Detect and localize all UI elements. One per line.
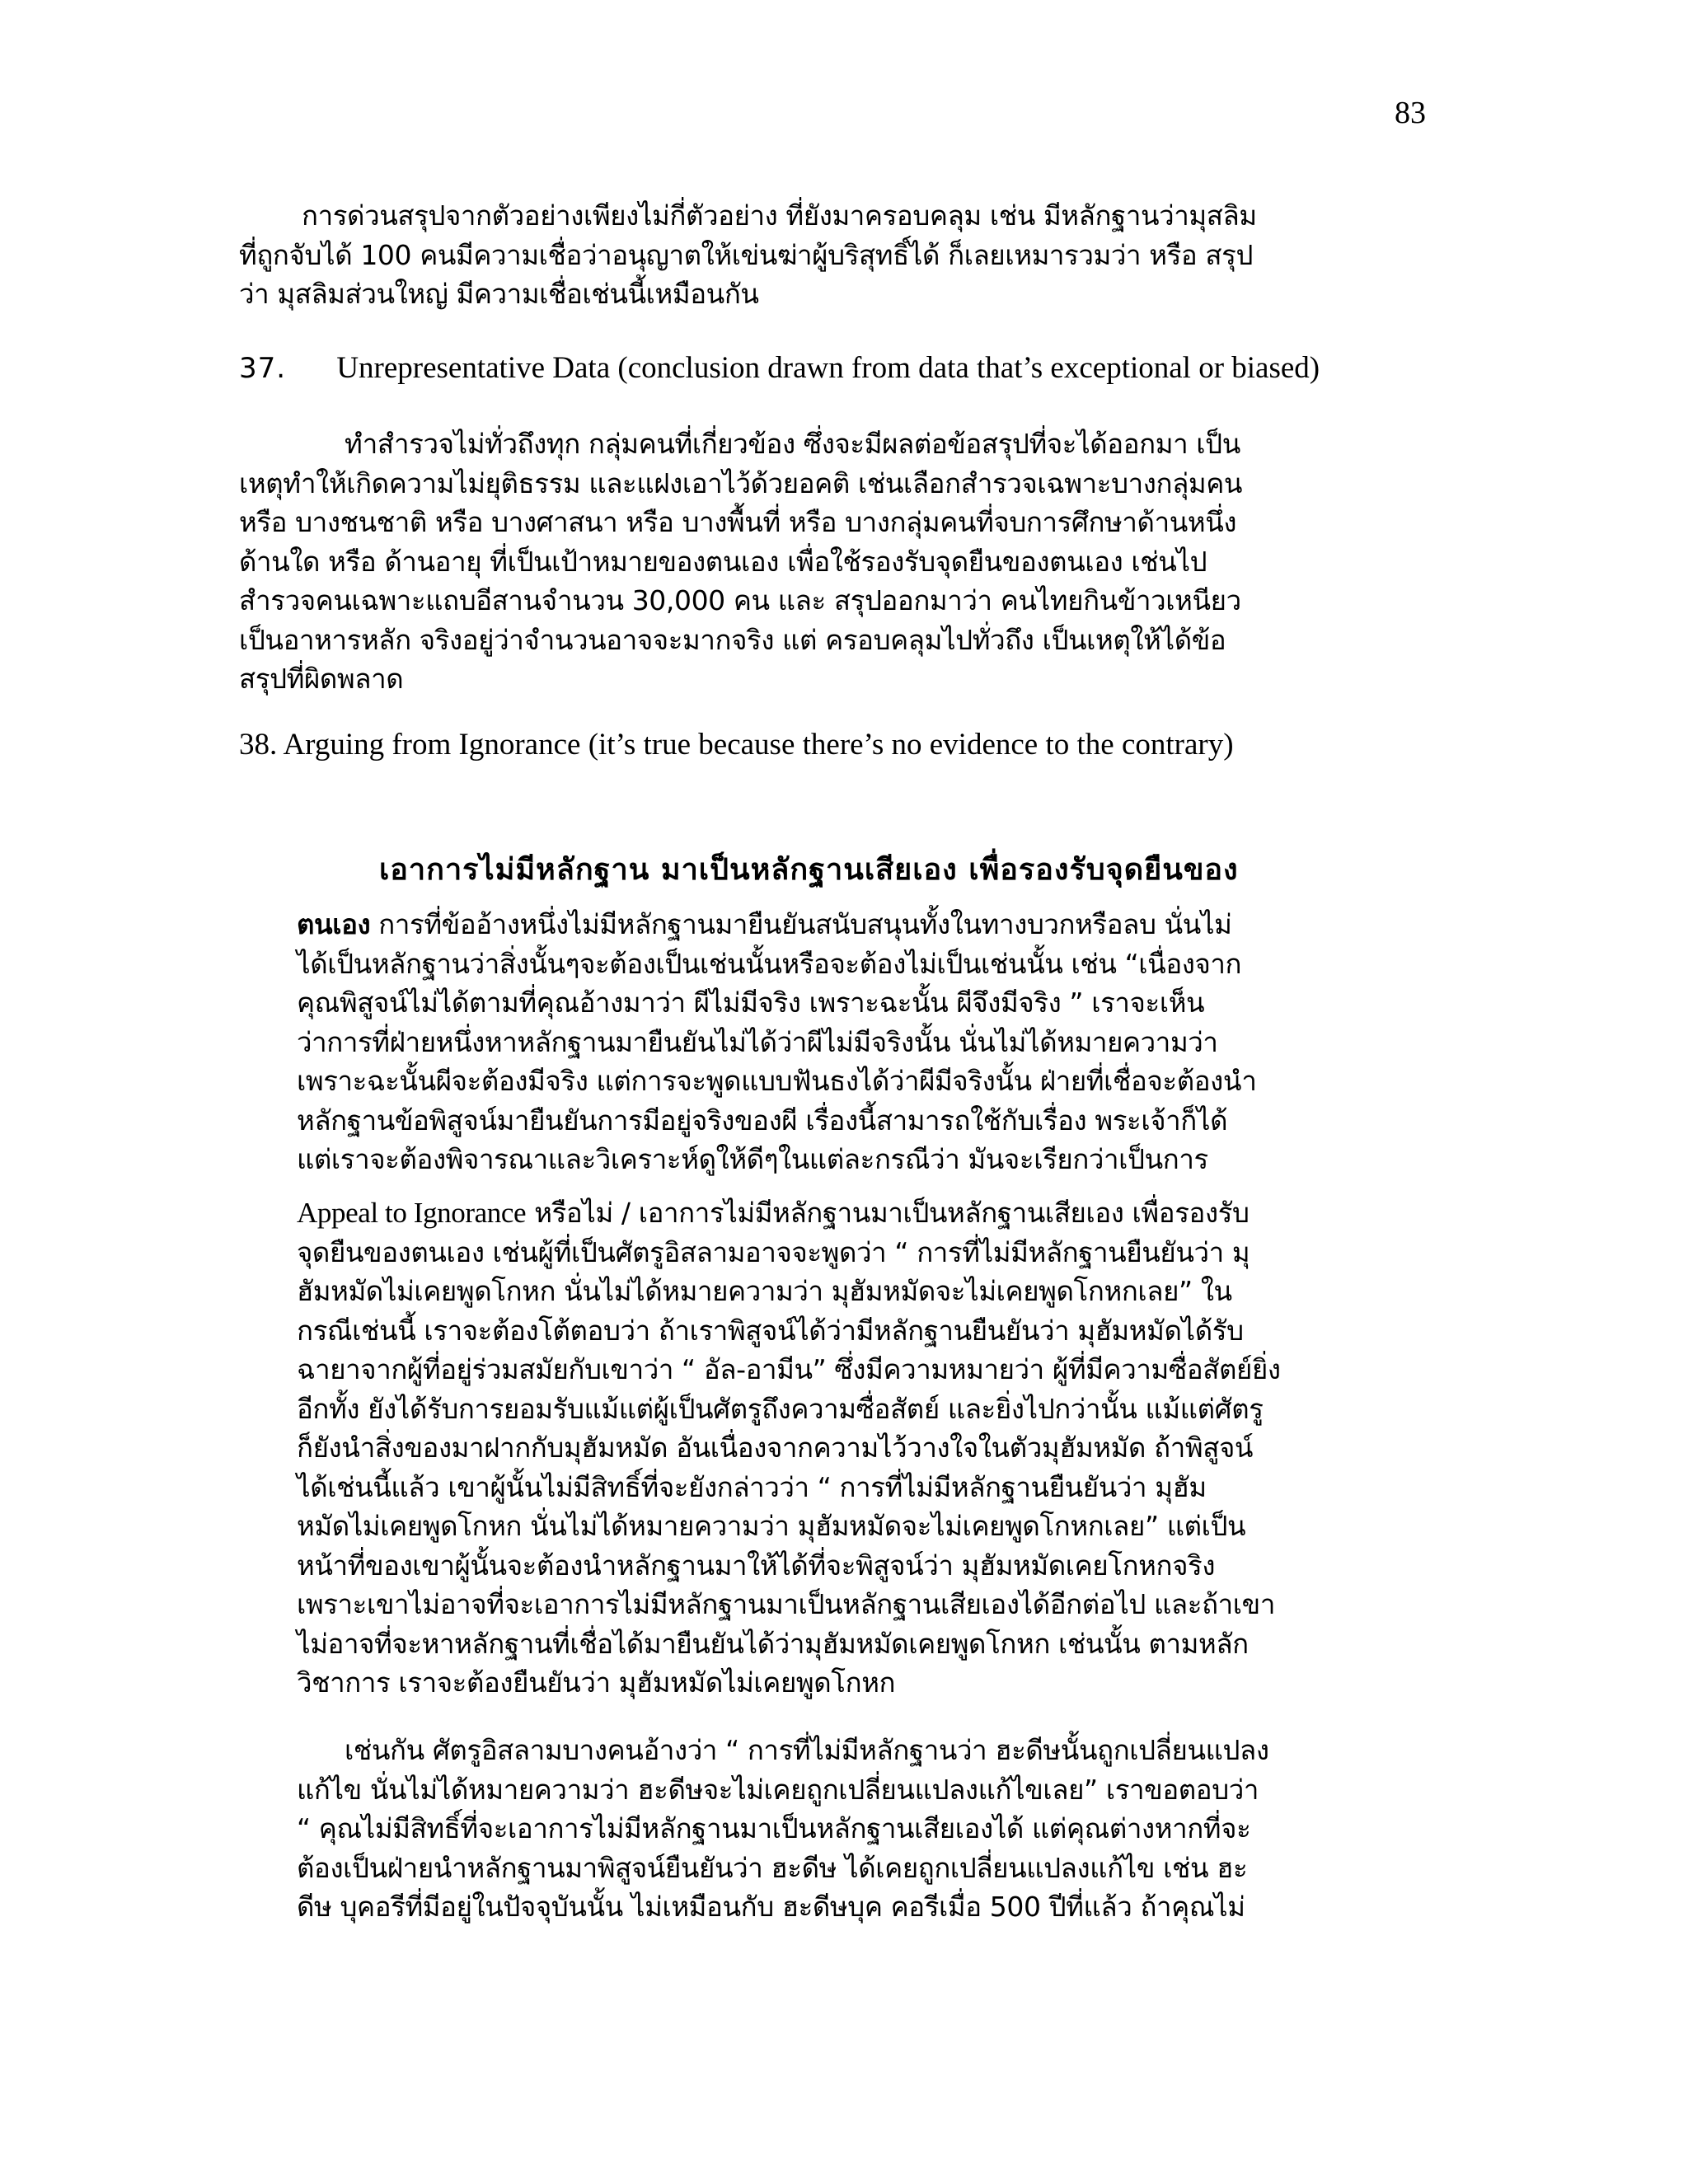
text-line: อีกทั้ง ยังได้รับการยอมรับแม้แต่ผู้เป็นศัตรูถึงความซื่อสัตย์ และยิ่งไปกว่านั้น แม้แต่ศัตรู [297,1392,1264,1425]
text-line: คุณพิสูจน์ไม่ได้ตามที่คุณอ้างมาว่า ผีไม่มีจริง เพราะฉะนั้น ผีจึงมีจริง ” เราจะเห็น [297,987,1205,1019]
text-line: แก้ไข นั่นไม่ได้หมายความว่า ฮะดีษจะไม่เคยถูกเปลี่ยนแปลงแก้ไขเลย” เราขอตอบว่า [297,1773,1259,1806]
page-number: 83 [1395,96,1426,130]
section-heading-37 [239,353,1320,383]
text-line: สำรวจคนเฉพาะแถบอีสานจำนวน 30,000 คน และ สรุปออกมาว่า คนไทยกินข้าวเหนียว [239,584,1241,616]
paragraph-arguing-from-ignorance [297,905,1257,1179]
text-line: ด้านใด หรือ ด้านอายุ ที่เป็นเป้าหมายของตนเอง เพื่อใช้รองรับจุดยืนของตนเอง เช่นไป [239,545,1207,578]
text-line: หมัดไม่เคยพูดโกหก นั่นไม่ได้หมายความว่า มุฮัมหมัดจะไม่เคยพูดโกหกเลย” แต่เป็น [297,1510,1246,1542]
text-line: เป็นอาหารหลัก จริงอยู่ว่าจำนวนอาจจะมากจริง แต่ ครอบคลุมไปทั่วถึง เป็นเหตุให้ได้ข้อ [239,623,1226,656]
text-line: หน้าที่ของเขาผู้นั้นจะต้องนำหลักฐานมาให้ได้ที่จะพิสูจน์ว่า มุฮัมหมัดเคยโกหกจริง [297,1549,1216,1582]
text-line: “ คุณไม่มีสิทธิ์ที่จะเอาการไม่มีหลักฐานมาเป็นหลักฐานเสียเองได้ แต่คุณต่างหากที่จะ [297,1812,1251,1844]
text-line: ได้เป็นหลักฐานว่าสิ่งนั้นๆจะต้องเป็นเช่นนั้นหรือจะต้องไม่เป็นเช่นนั้น เช่น “เนื่องจาก [297,947,1242,980]
text-line: ก็ยังนำสิ่งของมาฝากกับมุฮัมหมัด อันเนื่องจากความไว้วางใจในตัวมุฮัมหมัด ถ้าพิสูจน์ [297,1432,1254,1464]
text-line: สรุปที่ผิดพลาด [239,663,404,695]
text-line: จุดยืนของตนเอง เช่นผู้ที่เป็นศัตรูอิสลามอาจจะพูดว่า “ การที่ไม่มีหลักฐานยืนยันว่า มุ [297,1235,1250,1268]
text-line: Appeal to Ignorance หรือไม่ / เอาการไม่มีหลักฐานมาเป็นหลักฐานเสียเอง เพื่อรองรับ [297,1197,1250,1229]
text-line: หรือ บางชนชาติ หรือ บางศาสนา หรือ บางพื้นที่ หรือ บางกลุ่มคนที่จบการศึกษาด้านหนึ่ง [239,506,1237,538]
text-line: ตนเอง การที่ข้ออ้างหนึ่งไม่มีหลักฐานมายืนยันสนับสนุนทั้งในทางบวกหรือลบ นั่นไม่ [297,908,1232,940]
text-line: เช่นกัน ศัตรูอิสลามบางคนอ้างว่า “ การที่ไม่มีหลักฐานว่า ฮะดีษนั้นถูกเปลี่ยนแปลง [345,1734,1269,1766]
paragraph-hasty-generalization [239,196,1257,314]
text-line: การด่วนสรุปจากตัวอย่างเพียงไม่กี่ตัวอย่าง ที่ยังมาครอบคลุม เช่น มีหลักฐานว่ามุสลิม [302,199,1257,232]
text-line: ว่าการที่ฝ่ายหนึ่งหาหลักฐานมายืนยันไม่ได้ว่าผีไม่มีจริงนั้น นั่นไม่ได้หมายความว่า [297,1025,1218,1058]
text-line: ทำสำรวจไม่ทั่วถึงทุก กลุ่มคนที่เกี่ยวข้อง ซึ่งจะมีผลต่อข้อสรุปที่จะได้ออกมา เป็น [345,428,1240,460]
paragraph-unrepresentative-data [239,424,1242,699]
bold-lead: ตนเอง [297,908,371,940]
section-number: 37. [239,352,287,385]
paragraph-hadith-example [297,1731,1269,1927]
text-line: ต้องเป็นฝ่ายนำหลักฐานมาพิสูจน์ยืนยันว่า ฮะดีษ ได้เคยถูกเปลี่ยนแปลงแก้ไข เช่น ฮะ [297,1851,1248,1884]
text-line: แต่เราจะต้องพิจารณาและวิเคราะห์ดูให้ดีๆในแต่ละกรณีว่า มันจะเรียกว่าเป็นการ [297,1143,1208,1175]
section-heading-38 [239,729,1234,760]
text-line: ได้เช่นนี้แล้ว เขาผู้นั้นไม่มีสิทธิ์ที่จะยังกล่าวว่า “ การที่ไม่มีหลักฐานยืนยันว่า มุฮัม [297,1470,1207,1503]
text-line: ไม่อาจที่จะหาหลักฐานที่เชื่อได้มายืนยันได้ว่ามุฮัมหมัดเคยพูดโกหก เช่นนั้น ตามหลัก [297,1627,1249,1660]
section-title: 38. Arguing from Ignorance (it’s true because there’s no evidence to the contrary) [239,728,1234,762]
text-line: เพราะเขาไม่อาจที่จะเอาการไม่มีหลักฐานมาเป็นหลักฐานเสียเองได้อีกต่อไป และถ้าเขา [297,1588,1275,1620]
text-line: ที่ถูกจับได้ 100 คนมีความเชื่อว่าอนุญาตให้เข่นฆ่าผู้บริสุทธิ์ได้ ก็เลยเหมารวมว่า หรือ สรุป [239,238,1254,271]
english-term: Appeal to Ignorance [297,1197,527,1229]
text-line: กรณีเช่นนี้ เราจะต้องโต้ตอบว่า ถ้าเราพิสูจน์ได้ว่ามีหลักฐานยืนยันว่า มุฮัมหมัดได้รับ [297,1314,1244,1347]
text-line: เพราะฉะนั้นผีจะต้องมีจริง แต่การจะพูดแบบฟันธงได้ว่าผีมีจริงนั้น ฝ่ายที่เชื่อจะต้องนำ [297,1065,1257,1097]
bold-title: เอาการไม่มีหลักฐาน มาเป็นหลักฐานเสียเอง เพื่อรองรับจุดยืนของ [379,853,1239,887]
text-line: ว่า มุสลิมส่วนใหญ่ มีความเชื่อเช่นนี้เหมือนกัน [239,278,759,310]
section-title: Unrepresentative Data (conclusion drawn from data that’s exceptional or biased) [336,351,1320,385]
text-line: หลักฐานข้อพิสูจน์มายืนยันการมีอยู่จริงของผี เรื่องนี้สามารถใช้กับเรื่อง พระเจ้าก็ได้ [297,1104,1228,1137]
text-line: ดีษ บุคอรีที่มีอยู่ในปัจจุบันนั้น ไม่เหมือนกับ ฮะดีษบุค คอรีเมื่อ 500 ปีที่แล้ว ถ้าคุณไม่ [297,1891,1245,1923]
text-line: เหตุทำให้เกิดความไม่ยุติธรรม และแฝงเอาไว้ด้วยอคติ เช่นเลือกสำรวจเฉพาะบางกลุ่มคน [239,466,1243,499]
text-line: วิชาการ เราจะต้องยืนยันว่า มุฮัมหมัดไม่เคยพูดโกหก [297,1666,896,1699]
paragraph-appeal-to-ignorance [297,1193,1281,1703]
text-line: ฮัมหมัดไม่เคยพูดโกหก นั่นไม่ได้หมายความว่า มุฮัมหมัดจะไม่เคยพูดโกหกเลย” ใน [297,1275,1232,1307]
text-line: ฉายาจากผู้ที่อยู่ร่วมสมัยกับเขาว่า “ อัล-อามีน” ซึ่งมีความหมายว่า ผู้ที่มีความซื่อสัตย์ยิ่ง [297,1353,1281,1385]
